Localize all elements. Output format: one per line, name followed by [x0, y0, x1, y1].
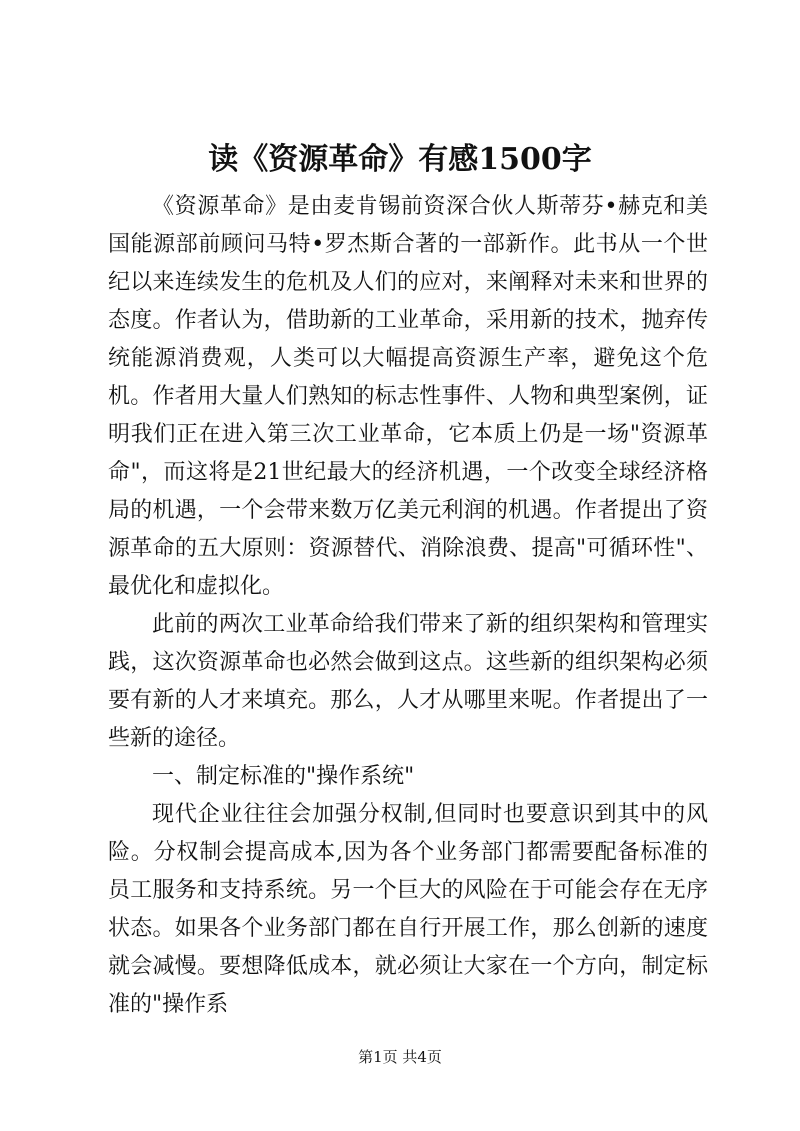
section-heading: 一、制定标准的"操作系统" — [152, 764, 415, 789]
document-body — [108, 188, 708, 1024]
page-indicator: 第1页 共4页 — [358, 1048, 442, 1066]
paragraph-section: 现代企业往往会加强分权制,但同时也要意识到其中的风险。分权制会提高成本,因为各个业务部门都需要配备标准的员工服务和支持系统。另一个巨大的风险在于可能会存在无序状态。如果各个业务部门都在自行开展工作，那么创新的速度就会减慢。要想降低成本，就必须让大家在一个方向，制定标准的"操作系 — [108, 802, 708, 1017]
paragraph-organization: 此前的两次工业革命给我们带来了新的组织架构和管理实践，这次资源革命也必然会做到这点。这些新的组织架构必须要有新的人才来填充。那么，人才从哪里来呢。作者提出了一些新的途径。 — [108, 612, 708, 751]
document-title: 读《资源革命》有感1500字 — [208, 142, 592, 177]
paragraph-intro: 《资源革命》是由麦肯锡前资深合伙人斯蒂芬•赫克和美国能源部前顾问马特•罗杰斯合著的一部新作。此书从一个世纪以来连续发生的危机及人们的应对，来阐释对未来和世界的态度。作者认为，借助新的工业革命，采用新的技术，抛弃传统能源消费观，人类可以大幅提高资源生产率，避免这个危机。作者用大量人们熟知的标志性事件、人物和典型案例，证明我们正在进入第三次工业革命，它本质上仍是一场"资源革命"，而这将是21世纪最大的经济机遇，一个改变全球经济格局的机遇，一个会带来数万亿美元利润的机遇。作者提出了资源革命的五大原则：资源替代、消除浪费、提高"可循环性"、最优化和虚拟化。 — [108, 194, 708, 599]
